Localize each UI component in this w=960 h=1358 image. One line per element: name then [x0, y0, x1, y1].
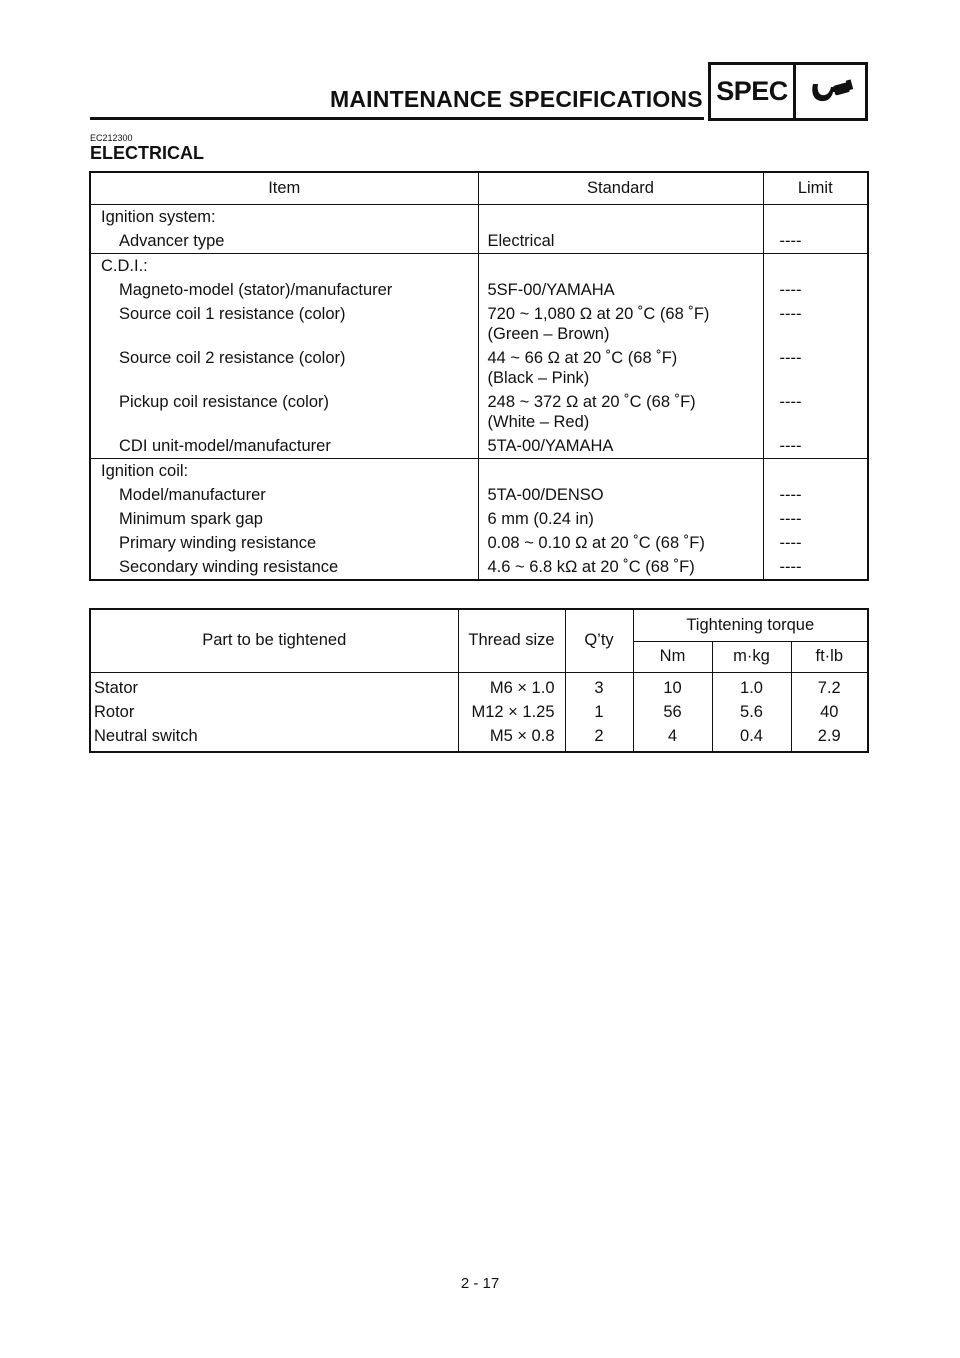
table-row — [90, 483, 868, 507]
standard-cell: 0.08 ~ 0.10 Ω at 20 ˚C (68 ˚F) — [478, 531, 763, 555]
table-row — [90, 434, 868, 459]
item-cell: Minimum spark gap — [90, 507, 478, 531]
qty-cell: 3 — [565, 672, 633, 700]
column-header-ftlb: ft·lb — [791, 641, 868, 672]
standard-color-note: (White – Red) — [487, 412, 590, 431]
nm-cell: 56 — [633, 700, 712, 724]
limit-cell: ---- — [779, 348, 802, 367]
standard-value: 720 ~ 1,080 Ω at 20 ˚C (68 ˚F) — [487, 304, 710, 323]
limit-cell: ---- — [779, 557, 802, 576]
thread-size-cell: M6 × 1.0 — [458, 672, 565, 700]
table-row — [90, 253, 868, 278]
table-row — [90, 229, 868, 254]
table-row — [90, 346, 868, 390]
part-cell: Stator — [90, 672, 458, 700]
column-header-tightening-torque: Tightening torque — [633, 609, 868, 641]
standard-cell: Electrical — [478, 229, 763, 254]
page-title: MAINTENANCE SPECIFICATIONS — [330, 86, 703, 112]
standard-cell: 6 mm (0.24 in) — [478, 507, 763, 531]
item-cell: Advancer type — [90, 229, 478, 254]
table-row — [90, 390, 868, 434]
item-cell: CDI unit-model/manufacturer — [90, 434, 478, 459]
ftlb-cell: 2.9 — [817, 726, 841, 745]
category-label: C.D.I.: — [90, 253, 478, 278]
mkg-cell: 0.4 — [712, 724, 791, 752]
mkg-cell: 5.6 — [712, 700, 791, 724]
standard-color-note: (Green – Brown) — [487, 324, 610, 343]
table-row — [90, 278, 868, 302]
standard-cell: 5SF-00/YAMAHA — [478, 278, 763, 302]
item-cell: Model/manufacturer — [90, 483, 478, 507]
item-cell: Magneto-model (stator)/manufacturer — [90, 278, 478, 302]
table-row — [90, 724, 868, 752]
table-row — [90, 700, 868, 724]
spec-badge-label: SPEC — [711, 65, 796, 118]
column-header-item: Item — [90, 172, 478, 204]
standard-cell — [478, 390, 763, 434]
table-row — [90, 531, 868, 555]
limit-cell: ---- — [779, 485, 802, 504]
thread-size-cell: M5 × 0.8 — [458, 724, 565, 752]
header-rule — [90, 117, 704, 120]
spec-badge — [708, 62, 868, 121]
part-cell: Neutral switch — [90, 724, 458, 752]
item-cell: Primary winding resistance — [90, 531, 478, 555]
thread-size-cell: M12 × 1.25 — [458, 700, 565, 724]
table-row — [90, 672, 868, 700]
tightening-torque-table — [89, 608, 869, 753]
column-header-nm: Nm — [633, 641, 712, 672]
qty-cell: 2 — [565, 724, 633, 752]
electrical-spec-table — [89, 171, 869, 581]
column-header-thread-size: Thread size — [458, 609, 565, 672]
standard-cell: 5TA-00/YAMAHA — [478, 434, 763, 459]
table-row — [90, 204, 868, 229]
table-row — [90, 507, 868, 531]
standard-value: 248 ~ 372 Ω at 20 ˚C (68 ˚F) — [487, 392, 696, 411]
section-code: EC212300 — [90, 133, 133, 143]
limit-cell: ---- — [779, 304, 802, 323]
limit-cell: ---- — [779, 509, 802, 528]
item-cell: Pickup coil resistance (color) — [90, 390, 478, 434]
ftlb-cell: 7.2 — [817, 678, 841, 697]
mkg-cell: 1.0 — [712, 672, 791, 700]
wrench-icon — [796, 65, 865, 118]
page-number: 2 - 17 — [460, 1275, 500, 1292]
category-label: Ignition coil: — [90, 458, 478, 483]
standard-cell: 4.6 ~ 6.8 kΩ at 20 ˚C (68 ˚F) — [478, 555, 763, 580]
standard-value: 44 ~ 66 Ω at 20 ˚C (68 ˚F) — [487, 348, 678, 367]
item-cell: Secondary winding resistance — [90, 555, 478, 580]
standard-cell — [478, 302, 763, 346]
ftlb-cell: 40 — [820, 702, 839, 721]
standard-cell: 5TA-00/DENSO — [478, 483, 763, 507]
table-row — [90, 458, 868, 483]
qty-cell: 1 — [565, 700, 633, 724]
nm-cell: 4 — [633, 724, 712, 752]
limit-cell: ---- — [779, 533, 802, 552]
limit-cell: ---- — [779, 436, 802, 455]
table-header-row — [90, 172, 868, 204]
table-row — [90, 302, 868, 346]
column-header-qty: Q’ty — [565, 609, 633, 672]
table-header-row — [90, 609, 868, 641]
column-header-part: Part to be tightened — [90, 609, 458, 672]
limit-cell: ---- — [779, 392, 802, 411]
column-header-mkg: m·kg — [712, 641, 791, 672]
item-cell: Source coil 1 resistance (color) — [90, 302, 478, 346]
standard-cell — [478, 346, 763, 390]
nm-cell: 10 — [633, 672, 712, 700]
standard-color-note: (Black – Pink) — [487, 368, 590, 387]
limit-cell: ---- — [779, 231, 802, 250]
item-cell: Source coil 2 resistance (color) — [90, 346, 478, 390]
category-label: Ignition system: — [90, 204, 478, 229]
limit-cell: ---- — [779, 280, 802, 299]
column-header-limit: Limit — [763, 172, 868, 204]
column-header-standard: Standard — [478, 172, 763, 204]
section-title: ELECTRICAL — [90, 143, 204, 163]
part-cell: Rotor — [90, 700, 458, 724]
table-row — [90, 555, 868, 580]
